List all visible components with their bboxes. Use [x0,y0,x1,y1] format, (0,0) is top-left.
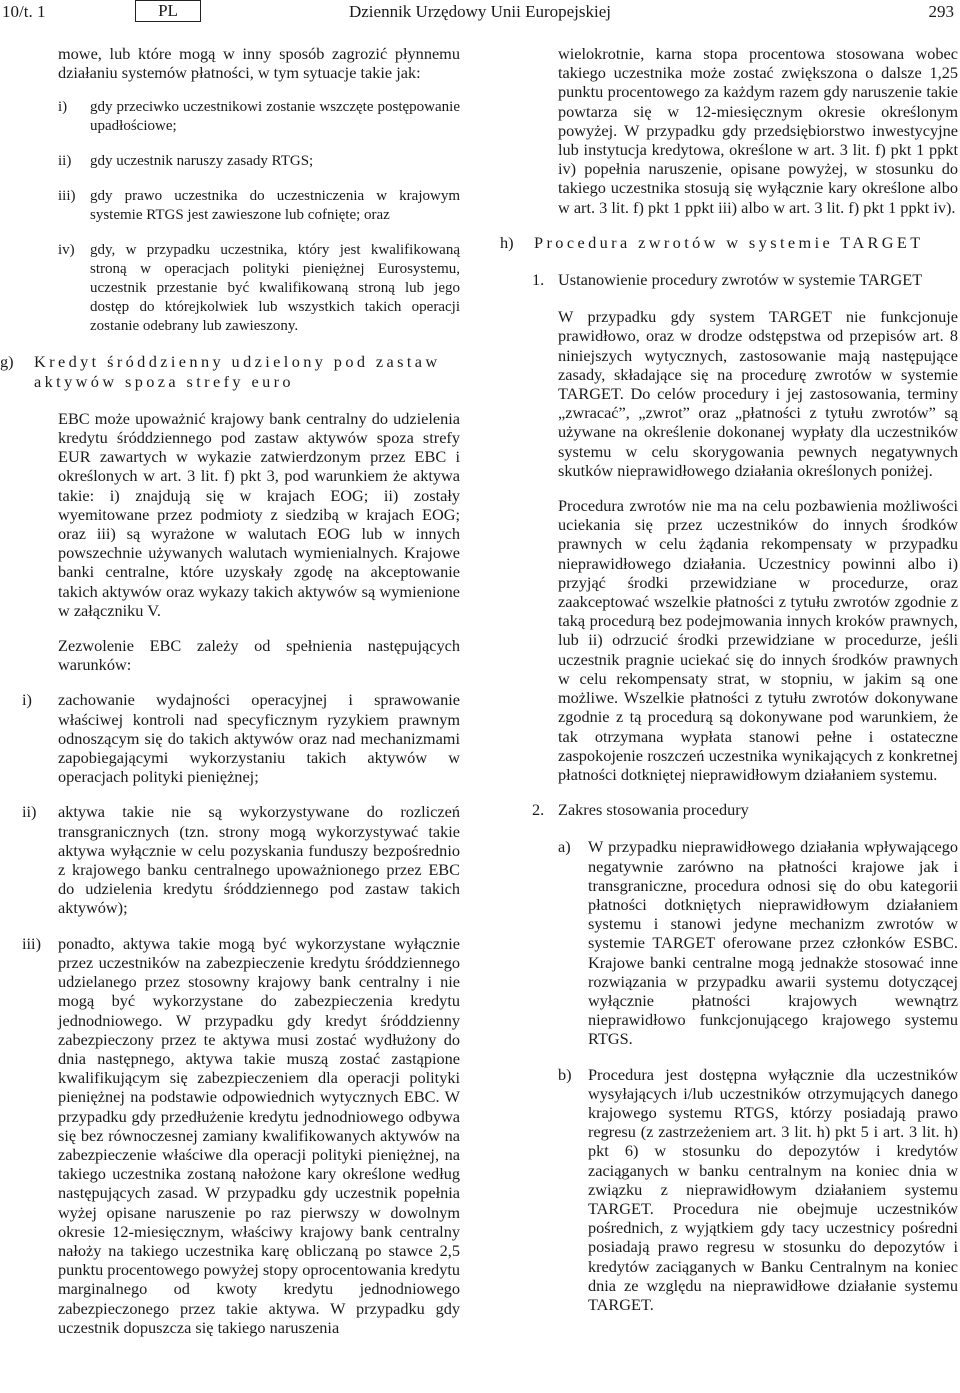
subsection-1-paragraph-2: Procedura zwrotów nie ma na celu pozbawienia możliwości uciekania się przez uczestników do innych środków prawnych w celu żądania rekompensaty w przypadku nieprawidłowego działania. Uczestnicy powinni albo i) przyjąć środki przewidziane w procedurze, oraz zaakceptować wszelkie płatności z tytułu zwrotów zgodnie z taką procedurą bez podejmowania innych kroków prawnych, lub ii) odrzucić środki przewidziane w procedurze, jeśli uczestnik pragnie uciekać się do innych środków prawnych w celu rekompensaty strat, w stopniu, w jakim są one możliwe. Wszelkie płatności z tytułu zwrotów dokonywane zgodnie z tą procedurą są dokonywane pod warunkiem, że tak otrzymana wypłata stanowi pełne i ostateczne zaspokojenie roszczeń uczestnika wynikających z konkretnej płatności dotkniętej nieprawidłowym działaniem systemu. [558,496,958,784]
list-item: i) zachowanie wydajności operacyjnej i sprawowanie właściwej kontroli nad specyficznym ryzykiem prawnym odnoszącym się do takich aktywów oraz nad mechanizmami zapobiegającymi wykorzystaniu takich aktywów w operacjach polityki pieniężnej; [22,690,460,787]
list-item: i) gdy przeciwko uczestnikowi zostanie wszczęte postępowanie upadłościowe; [58,99,460,135]
section-g-paragraph-2: Zezwolenie EBC zależy od spełnienia następujących warunków: [58,636,460,675]
right-column [500,44,958,1330]
subsection-1-paragraph-1: W przypadku gdy system TARGET nie funkcjonuje prawidłowo, oraz w drodze odstępstwa od przepisów art. 8 niniejszych wytycznych, zastosowanie mają następujące zasady, składające się na procedurę zwrotów w systemie TARGET. Do celów procedury i jej zastosowania, terminy „zwracać”, „zwrot” oraz „płatności z tytułu zwrotów” są używane na określenie dokonanej wypłaty dla uczestników systemu w celu skorygowania pewnych negatywnych skutków nieprawidłowego działania określonych poniżej. [558,307,958,480]
page-header [0,0,960,24]
intro-paragraph: mowe, lub które mogą w inny sposób zagrozić płynnemu działaniu systemów płatności, w tym sytuacje takie jak: [58,44,460,83]
language-box: PL [135,0,201,22]
issue-number: 10/t. 1 [2,2,46,21]
left-column [0,44,460,1353]
list-item: b) Procedura jest dostępna wyłącznie dla uczestników wysyłających i/lub uczestników otrzymujących danego krajowego systemu RTGS, którzy posiadają prawo regresu (z zastrzeżeniem art. 3 lit. h) pkt 5 i art. 3 lit. h) pkt 6) w stosunku do depozytów i kredytów zaciąganych w banku centralnym na koniec dnia w związku z nieprawidłowym działaniem systemu TARGET. Procedura nie obejmuje uczestników pośrednich, z wyjątkiem gdy tacy uczestnicy pośredni posiadają prawo regresu w stosunku do depozytów i kredytów zaciąganych w Banku Centralnym na koniec dnia ze względu na nieprawidłowe działanie systemu TARGET. [558,1064,958,1314]
continuation-paragraph: wielokrotnie, karna stopa procentowa stosowana wobec takiego uczestnika może zostać zwiększona o dalsze 1,25 punktu procentowego za każdym razem gdy naruszenie takie powtarza się w 12-miesięcznym okresie określonym powyżej. W przypadku gdy przedsiębiorstwo inwestycyjne lub instytucja kredytowa, określone w art. 3 lit. f) pkt 1 ppkt iv) popełnia naruszenie, opisane powyżej, w stosunku do takiego uczestnika stosują się wyłącznie kary określone albo w art. 3 lit. f) pkt 1 ppkt iii) albo w art. 3 lit. f) pkt 1 ppkt iv). [558,44,958,217]
list-item: iv) gdy, w przypadku uczestnika, który jest kwalifikowaną stroną w operacjach polityki pieniężnej Eurosystemu, uczestnik przestanie być kwalifikowaną stroną lub jego dostęp do którejkolwiek lub wszystkich takich operacji zostanie odebrany lub zawieszony. [58,242,460,335]
section-h-heading: h) Procedura zwrotów w systemie TARGET [500,232,924,252]
subsection-2-heading: 2. Zakres stosowania procedury [532,800,749,820]
page-number: 293 [928,2,954,21]
list-conditions [0,98,460,336]
list-requirements [0,690,460,1337]
subsection-1-heading: 1. Ustanowienie procedury zwrotów w systemie TARGET [532,270,923,290]
list-item: ii) aktywa takie nie są wykorzystywane do rozliczeń transgranicznych (tzn. strony mogą wykorzystywać takie aktywa wyłącznie w celu pozyskania funduszy bezpośrednio z krajowego banku centralnego upoważnionego przez EBC do udzielenia kredytu śróddziennego pod zastaw takich aktywów); [22,802,460,918]
section-g-heading: g) Kredyt śróddzienny udzielony pod zastaw aktywów spoza strefy euro [0,352,441,391]
list-item: a) W przypadku nieprawidłowego działania wpływającego negatywnie zarówno na płatności krajowe jak i transgraniczne, procedura odnosi się do obu kategorii płatności dotkniętych nieprawidłowym działaniem systemu i stanowi jedyne mechanizm zwrotów w systemie TARGET oferowane przez członków ESBC. Krajowe banki centralne mogą jednakże stosować inne rozwiązania w przypadku awarii systemu dotyczącej wyłącznie płatności krajowych wewnątrz nieprawidłowo funkcjonującego krajowego systemu RTGS. [558,837,958,1049]
list-item: iii) ponadto, aktywa takie mogą być wykorzystane wyłącznie przez uczestników na zabezpieczenie kredytu śróddziennego udzielanego przez stosowny krajowy bank centralny i nie mogą być wykorzystane do zabezpieczenia kredytu jednodniowego. W przypadku gdy kredyt śróddzienny zabezpieczony przez te aktywa musi zostać wydłużony do dnia następnego, aktywa takie muszą zostać zastąpione kwalifikującym się zabezpieczeniem dla operacji polityki pieniężnej na podstawie odpowiednich wytycznych EBC. W przypadku gdy przedłużenie kredytu jednodniowego odbywa się bez równoczesnej zamiany kwalifikowanych aktywów na zabezpieczenie właściwe dla operacji polityki pieniężnej, na takiego uczestnika zostaną nałożone kary określone według następujących zasad. W przypadku gdy uczestnik popełnia wyżej opisane naruszenie po raz pierwszy w dowolnym okresie 12-miesięcznym, właściwy krajowy bank centralny nałoży na takiego uczestnika karę obliczaną po stawce 2,5 punktu procentowego powyżej stopy oprocentowania kredytu marginalnego od kwoty kredytu jednodniowego zabezpieczonego przez takie aktywa. W przypadku gdy uczestnik dopuszcza się takiego naruszenia [22,933,460,1337]
list-scope [500,837,958,1314]
list-item: ii) gdy uczestnik naruszy zasady RTGS; [58,153,314,170]
journal-title: Dziennik Urzędowy Unii Europejskiej [348,2,611,21]
section-g-paragraph-1: EBC może upoważnić krajowy bank centralny do udzielenia kredytu śróddziennego pod zastaw aktywów spoza strefy EUR zawartych w wykazie zatwierdzonym przez EBC i określonych w art. 3 lit. f) pkt 3, pod warunkiem że aktywa takie: i) znajdują się w krajach EOG; ii) zostały wyemitowane przez podmioty z siedzibą w krajach EOG; oraz iii) są wyrażone w walutach EOG lub w innych powszechnie używanych walutach wymienialnych. Krajowe banki centralne, które uzyskały zgodę na akceptowanie takich aktywów oraz wykazy takich aktywów są wymienione w załączniku V. [58,408,460,620]
list-item: iii) gdy prawo uczestnika do uczestniczenia w krajowym systemie RTGS jest zawieszone lub cofnięte; oraz [58,188,460,224]
